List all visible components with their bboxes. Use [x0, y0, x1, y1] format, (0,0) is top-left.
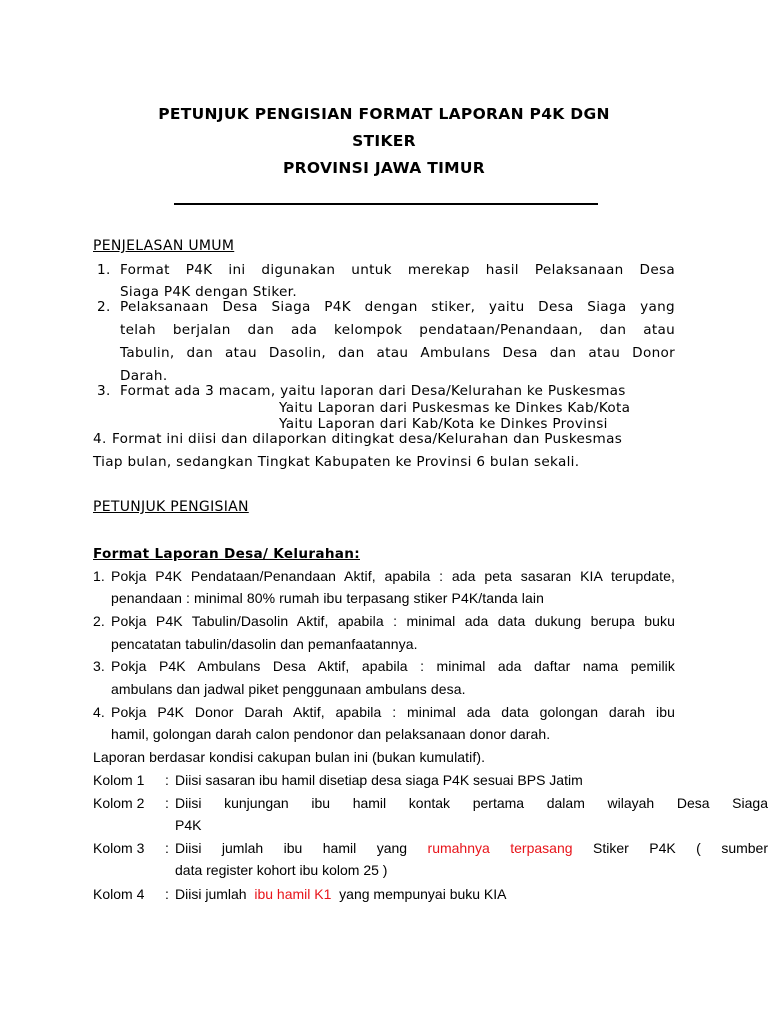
- list-item-text: telah berjalan dan ada kelompok pendataan/Penandaan, dan atau: [120, 322, 675, 338]
- list-number: 1.: [93, 568, 105, 584]
- kolom-description: [175, 886, 768, 902]
- kolom-text-pre: Diisi jumlah: [175, 886, 255, 902]
- list-number: 3.: [97, 383, 111, 399]
- highlighted-text: ibu hamil K1: [254, 886, 332, 902]
- section-heading-petunjuk: PETUNJUK PENGISIAN: [93, 499, 249, 515]
- kolom-label: Kolom 2: [93, 795, 145, 811]
- list-number: 2.: [93, 613, 105, 629]
- kolom-description: Diisi sasaran ibu hamil disetiap desa siaga P4K sesuai BPS Jatim: [175, 772, 583, 788]
- list-number: 4.: [93, 431, 107, 447]
- list-item-text: Pokja P4K Tabulin/Dasolin Aktif, apabila : minimal ada data dukung berupa buku: [111, 613, 675, 629]
- list-item-text: pencatatan tabulin/dasolin dan pemanfaatannya.: [111, 636, 418, 652]
- kolom-description-cont: P4K: [175, 817, 202, 833]
- section-heading-penjelasan: PENJELASAN UMUM: [93, 238, 235, 254]
- kolom-description-cont: data register kohort ibu kolom 25 ): [175, 862, 388, 878]
- list-number: 4.: [93, 704, 105, 720]
- list-number: 1.: [97, 262, 111, 278]
- list-item-text: ambulans dan jadwal piket penggunaan ambulans desa.: [111, 681, 466, 697]
- list-item-text: Pelaksanaan Desa Siaga P4K dengan stiker, yaitu Desa Siaga yang: [120, 299, 675, 315]
- list-number: 3.: [93, 658, 105, 674]
- doc-title-line1: PETUNJUK PENGISIAN FORMAT LAPORAN P4K DGN: [158, 105, 610, 123]
- list-item-text: Tiap bulan, sedangkan Tingkat Kabupaten ke Provinsi 6 bulan sekali.: [93, 454, 580, 470]
- kolom-colon: :: [165, 795, 169, 811]
- list-item-text: Format ini diisi dan dilaporkan ditingkat desa/Kelurahan dan Puskesmas: [112, 431, 623, 447]
- list-number: 2.: [97, 299, 111, 315]
- list-item-text: Yaitu Laporan dari Kab/Kota ke Dinkes Provinsi: [279, 416, 608, 432]
- list-item-text: hamil, golongan darah calon pendonor dan pelaksanaan donor darah.: [111, 726, 551, 742]
- list-item-text: Pokja P4K Ambulans Desa Aktif, apabila : minimal ada daftar nama pemilik: [111, 658, 675, 674]
- list-item-text: Darah.: [120, 368, 168, 384]
- doc-title-line2: STIKER: [352, 132, 416, 150]
- kolom-description: Diisi kunjungan ibu hamil kontak pertama dalam wilayah Desa Siaga: [175, 795, 768, 811]
- list-item-text: Format P4K ini digunakan untuk merekap hasil Pelaksanaan Desa: [120, 262, 675, 278]
- kolom-colon: :: [165, 840, 169, 856]
- kolom-label: Kolom 3: [93, 840, 145, 856]
- kolom-text-post: Stiker P4K ( sumber: [572, 840, 768, 856]
- kolom-text-post: yang mempunyai buku KIA: [331, 886, 507, 902]
- list-item-text: Yaitu Laporan dari Puskesmas ke Dinkes Kab/Kota: [279, 400, 631, 416]
- report-basis-note: Laporan berdasar kondisi cakupan bulan ini (bukan kumulatif).: [93, 749, 486, 765]
- list-item-text: Pokja P4K Pendataan/Penandaan Aktif, apabila : ada peta sasaran KIA terupdate,: [111, 568, 675, 584]
- highlighted-text: rumahnya terpasang: [427, 840, 573, 856]
- list-item-text: Siaga P4K dengan Stiker.: [120, 284, 297, 300]
- kolom-label: Kolom 1: [93, 772, 145, 788]
- list-item-text: Format ada 3 macam, yaitu laporan dari Desa/Kelurahan ke Puskesmas: [120, 383, 626, 399]
- kolom-label: Kolom 4: [93, 886, 145, 902]
- list-item-text: penandaan : minimal 80% rumah ibu terpasang stiker P4K/tanda lain: [111, 590, 544, 606]
- subheading-format-desa: Format Laporan Desa/ Kelurahan:: [93, 546, 360, 562]
- kolom-description: [175, 840, 768, 856]
- title-underline-rule: [174, 203, 598, 205]
- kolom-text-pre: Diisi jumlah ibu hamil yang: [175, 840, 428, 856]
- list-item-text: Tabulin, dan atau Dasolin, dan atau Ambulans Desa dan atau Donor: [120, 345, 675, 361]
- doc-title-line3: PROVINSI JAWA TIMUR: [283, 159, 485, 177]
- kolom-colon: :: [165, 772, 169, 788]
- list-item-text: Pokja P4K Donor Darah Aktif, apabila : minimal ada data golongan darah ibu: [111, 704, 675, 720]
- kolom-colon: :: [165, 886, 169, 902]
